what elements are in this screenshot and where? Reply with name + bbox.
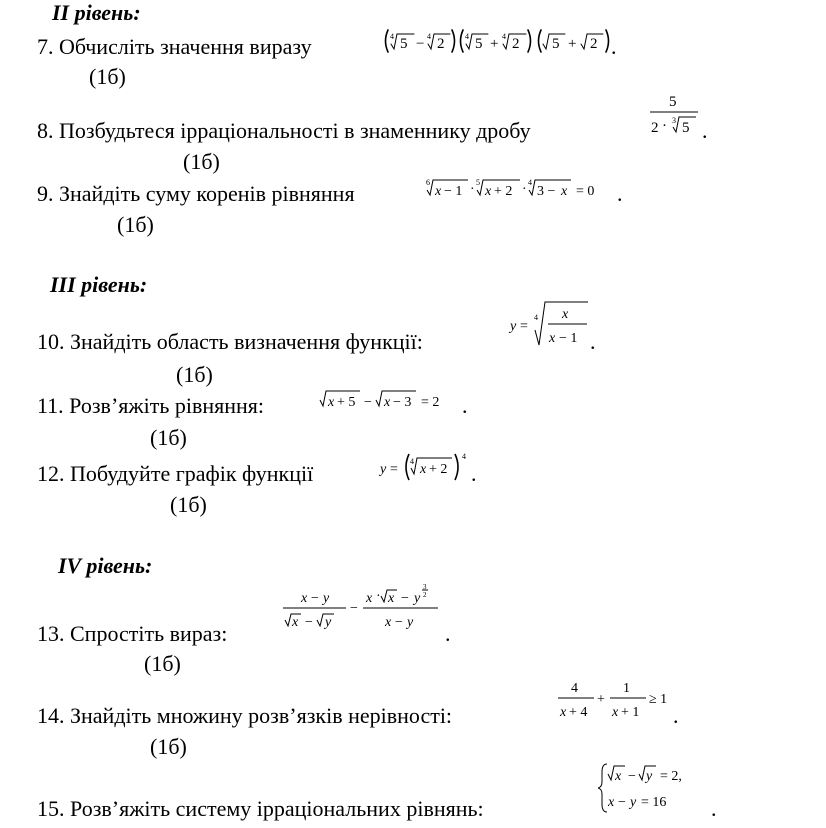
task-9-formula xyxy=(425,176,617,202)
svg-text:+ 5: + 5 xyxy=(337,395,356,410)
svg-text:≥ 1: ≥ 1 xyxy=(649,692,668,707)
svg-text:− 3: − 3 xyxy=(393,395,412,410)
svg-text:x: x xyxy=(561,184,568,199)
task-10-text: 10. Знайдіть область визначення функції: xyxy=(37,329,423,354)
svg-text:x: x xyxy=(301,591,308,606)
svg-text:·: · xyxy=(470,182,475,197)
task-8-end: . xyxy=(702,118,708,143)
svg-text:5: 5 xyxy=(669,94,677,110)
svg-text:2: 2 xyxy=(512,36,520,52)
task-14-formula xyxy=(556,676,674,726)
task-12-points: (1б) xyxy=(170,492,207,517)
svg-text:x: x xyxy=(435,184,442,199)
task-11-formula xyxy=(318,388,464,412)
svg-text:4: 4 xyxy=(534,313,538,322)
svg-text:−: − xyxy=(628,769,636,784)
svg-text:2: 2 xyxy=(423,591,427,599)
svg-text:x: x xyxy=(366,591,373,606)
svg-text:·: · xyxy=(662,118,667,134)
task-9-end: . xyxy=(617,181,623,206)
svg-text:y: y xyxy=(380,462,387,477)
task-8-points: (1б) xyxy=(183,149,220,174)
svg-text:− 1: − 1 xyxy=(444,184,463,199)
task-15-end: . xyxy=(711,796,717,821)
svg-text:y: y xyxy=(646,769,653,784)
task-10-points: (1б) xyxy=(176,362,213,387)
svg-text:−: − xyxy=(395,615,403,630)
task-9-points: (1б) xyxy=(117,212,154,237)
svg-text:x: x xyxy=(328,395,335,410)
svg-text:+: + xyxy=(568,36,577,52)
svg-text:3 −: 3 − xyxy=(537,184,556,199)
svg-text:4: 4 xyxy=(410,457,414,466)
svg-text:·: · xyxy=(522,182,527,197)
svg-text:4: 4 xyxy=(427,32,431,41)
svg-text:3: 3 xyxy=(672,116,676,125)
svg-text:−: − xyxy=(618,795,626,810)
svg-text:y: y xyxy=(414,591,421,606)
svg-text:x: x xyxy=(292,615,299,630)
task-15-formula xyxy=(598,760,708,816)
svg-text:5: 5 xyxy=(475,36,483,52)
task-14-points: (1б) xyxy=(150,734,187,759)
task-12-end: . xyxy=(471,461,477,486)
task-12-formula xyxy=(378,450,476,484)
svg-text:y: y xyxy=(510,319,517,334)
svg-text:x: x xyxy=(615,769,622,784)
svg-text:5: 5 xyxy=(552,36,560,52)
task-9-text: 9. Знайдіть суму коренів рівняння xyxy=(37,181,355,206)
svg-text:−: − xyxy=(364,395,372,410)
svg-text:+ 4: + 4 xyxy=(569,705,588,720)
svg-text:+ 2: + 2 xyxy=(494,184,513,199)
svg-text:= 16: = 16 xyxy=(641,795,667,810)
level-3-title: III рівень: xyxy=(50,272,148,297)
task-15-text: 15. Розв’яжіть систему ірраціональних рівнянь: xyxy=(37,796,484,821)
svg-text:+ 2: + 2 xyxy=(429,462,448,477)
level-4-title: IV рівень: xyxy=(58,553,153,578)
svg-text:2: 2 xyxy=(437,36,445,52)
svg-text:= 2,: = 2, xyxy=(660,769,682,784)
svg-text:= 0: = 0 xyxy=(576,184,595,199)
svg-text:−: − xyxy=(311,591,319,606)
svg-text:2: 2 xyxy=(590,36,598,52)
svg-text:+: + xyxy=(597,692,605,707)
svg-text:x: x xyxy=(385,615,392,630)
svg-text:x: x xyxy=(560,705,567,720)
task-13-formula xyxy=(280,582,448,638)
task-10-end: . xyxy=(590,329,596,354)
svg-text:−: − xyxy=(350,601,358,616)
svg-text:−: − xyxy=(401,591,409,606)
task-11-points: (1б) xyxy=(150,425,187,450)
task-13-points: (1б) xyxy=(144,651,181,676)
task-13-end: . xyxy=(445,621,451,646)
svg-text:x: x xyxy=(612,705,619,720)
task-10-formula xyxy=(508,300,592,352)
task-14-text: 14. Знайдіть множину розв’язків нерівності: xyxy=(37,703,453,728)
task-12-text: 12. Побудуйте графік функції xyxy=(37,461,314,486)
level-2-title: II рівень: xyxy=(52,0,141,25)
svg-text:4: 4 xyxy=(390,32,394,41)
task-7-formula xyxy=(382,26,614,56)
svg-text:4: 4 xyxy=(528,178,532,187)
svg-text:x: x xyxy=(420,462,427,477)
svg-text:5: 5 xyxy=(682,120,690,136)
svg-text:=: = xyxy=(520,319,528,334)
task-8-formula xyxy=(646,92,702,142)
svg-text:−: − xyxy=(416,36,425,52)
svg-text:x: x xyxy=(608,795,615,810)
svg-text:5: 5 xyxy=(400,36,408,52)
svg-text:6: 6 xyxy=(426,178,430,187)
task-7-end: . xyxy=(611,34,617,59)
svg-text:x: x xyxy=(549,331,556,346)
svg-text:x: x xyxy=(485,184,492,199)
svg-text:4: 4 xyxy=(571,681,578,696)
task-8-text: 8. Позбудьтеся ірраціональності в знаменнику дробу xyxy=(37,118,531,143)
svg-text:5: 5 xyxy=(476,178,480,187)
svg-text:=: = xyxy=(390,462,398,477)
svg-text:−: − xyxy=(305,615,313,630)
svg-text:y: y xyxy=(407,615,414,630)
svg-text:+ 1: + 1 xyxy=(621,705,640,720)
svg-text:+: + xyxy=(490,36,499,52)
svg-text:1: 1 xyxy=(623,681,630,696)
svg-text:2: 2 xyxy=(651,120,659,136)
svg-text:y: y xyxy=(630,795,637,810)
svg-text:·: · xyxy=(376,589,381,604)
svg-text:4: 4 xyxy=(465,32,469,41)
task-13-text: 13. Спростіть вираз: xyxy=(37,621,228,646)
task-7-text: 7. Обчисліть значення виразу xyxy=(37,34,312,59)
svg-text:x: x xyxy=(388,591,395,606)
svg-text:y: y xyxy=(323,591,330,606)
task-7-points: (1б) xyxy=(89,64,126,89)
svg-text:4: 4 xyxy=(462,452,466,461)
svg-text:− 1: − 1 xyxy=(559,331,578,346)
task-11-text: 11. Розв’яжіть рівняння: xyxy=(37,393,265,418)
svg-text:= 2: = 2 xyxy=(421,395,440,410)
task-14-end: . xyxy=(673,703,679,728)
svg-text:y: y xyxy=(325,615,332,630)
svg-text:3: 3 xyxy=(423,583,427,591)
task-11-end: . xyxy=(462,393,468,418)
svg-text:x: x xyxy=(384,395,391,410)
svg-text:x: x xyxy=(562,307,569,322)
svg-text:4: 4 xyxy=(502,32,506,41)
